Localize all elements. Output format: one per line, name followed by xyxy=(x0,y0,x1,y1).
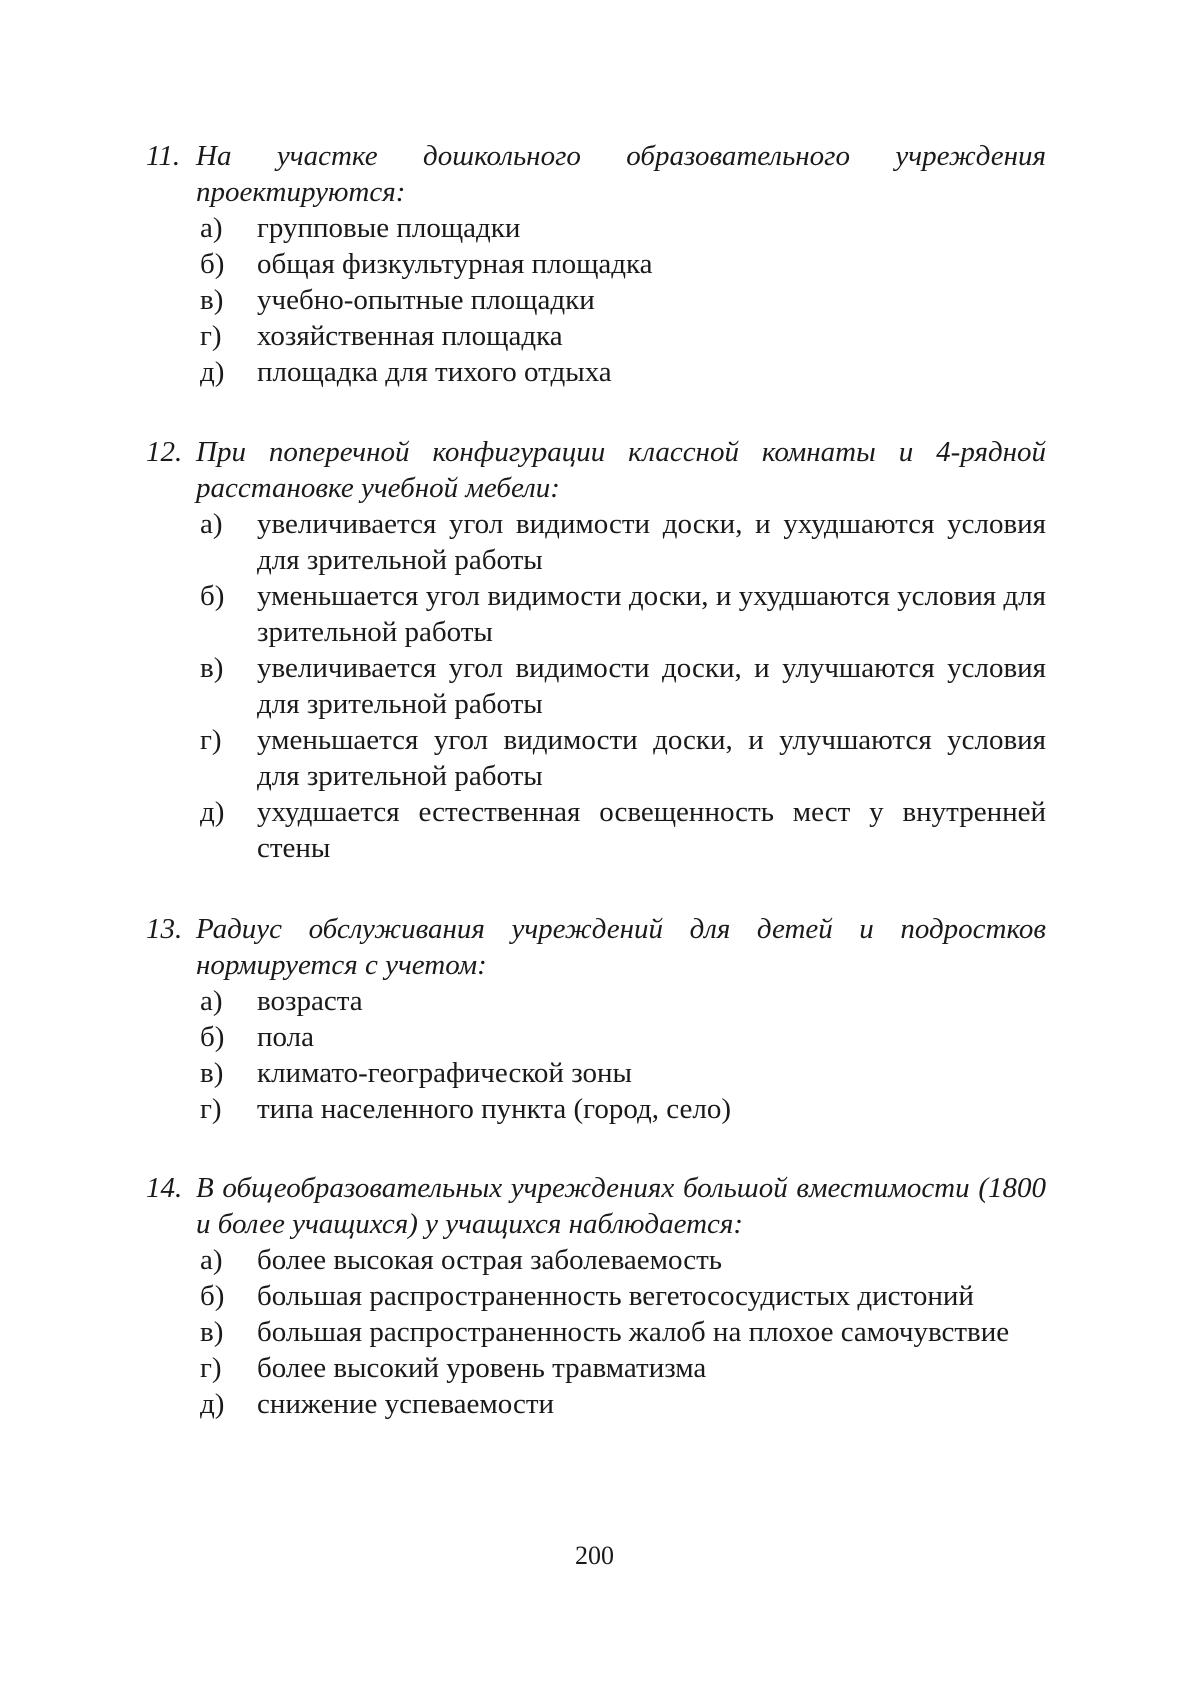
option-text: большая распространенность жалоб на плохое самочувствие xyxy=(257,1316,1010,1348)
question-text: При поперечной конфигурации классной комнаты и 4-рядной расстановке учебной мебели: xyxy=(196,436,1046,504)
question-12 xyxy=(146,434,1046,866)
answer-option xyxy=(146,794,1046,866)
option-text: уменьшается угол видимости доски, и улучшаются условия для зрительной работы xyxy=(257,724,1046,792)
question-heading xyxy=(146,1170,1046,1242)
option-letter: г) xyxy=(200,1093,222,1125)
answer-option xyxy=(146,1055,1046,1091)
question-number: 14. xyxy=(146,1172,183,1204)
answer-options xyxy=(146,983,1046,1127)
answer-option xyxy=(146,246,1046,282)
option-letter: б) xyxy=(200,580,225,612)
question-heading xyxy=(146,434,1046,506)
option-text: площадка для тихого отдыха xyxy=(257,356,612,388)
option-text: возраста xyxy=(257,985,363,1017)
option-text: более высокая острая заболеваемость xyxy=(257,1244,723,1276)
answer-option xyxy=(146,1278,1046,1314)
option-letter: в) xyxy=(200,1057,224,1089)
option-letter: б) xyxy=(200,1021,225,1053)
option-text: увеличивается угол видимости доски, и улучшаются условия для зрительной работы xyxy=(257,652,1046,720)
option-text: снижение успеваемости xyxy=(257,1388,555,1420)
option-text: ухудшается естественная освещенность мест у внутренней стены xyxy=(257,796,1046,864)
option-letter: д) xyxy=(200,1388,225,1420)
option-letter: б) xyxy=(200,1280,225,1312)
option-letter: а) xyxy=(200,1244,223,1276)
question-text: В общеобразовательных учреждениях большой вместимости (1800 и более учащихся) у учащихся наблюдается: xyxy=(196,1172,1046,1240)
option-letter: а) xyxy=(200,212,223,244)
answer-option xyxy=(146,650,1046,722)
option-text: учебно-опытные площадки xyxy=(257,284,595,316)
question-13 xyxy=(146,911,1046,1127)
option-text: типа населенного пункта (город, село) xyxy=(257,1093,731,1125)
answer-option xyxy=(146,983,1046,1019)
question-number: 12. xyxy=(146,436,183,468)
question-number: 13. xyxy=(146,913,183,945)
option-text: общая физкультурная площадка xyxy=(257,248,653,280)
option-text: увеличивается угол видимости доски, и ухудшаются условия для зрительной работы xyxy=(257,508,1046,576)
option-letter: в) xyxy=(200,652,224,684)
answer-option xyxy=(146,1019,1046,1055)
answer-option xyxy=(146,1091,1046,1127)
answer-option xyxy=(146,210,1046,246)
answer-option xyxy=(146,1242,1046,1278)
option-letter: д) xyxy=(200,796,225,828)
answer-option xyxy=(146,722,1046,794)
option-text: климато-географической зоны xyxy=(257,1057,632,1089)
option-letter: г) xyxy=(200,1352,222,1384)
page-number: 200 xyxy=(575,1541,614,1570)
option-letter: г) xyxy=(200,724,222,756)
option-text: пола xyxy=(257,1021,314,1053)
question-14 xyxy=(146,1170,1046,1422)
question-text: Радиус обслуживания учреждений для детей и подростков нормируется с учетом: xyxy=(196,913,1046,981)
option-text: уменьшается угол видимости доски, и ухудшаются условия для зрительной работы xyxy=(257,580,1046,648)
answer-option xyxy=(146,506,1046,578)
option-text: более высокий уровень травматизма xyxy=(257,1352,707,1384)
answer-option xyxy=(146,1386,1046,1422)
option-letter: в) xyxy=(200,284,224,316)
option-letter: б) xyxy=(200,248,225,280)
answer-options xyxy=(146,1242,1046,1422)
question-heading xyxy=(146,138,1046,210)
option-text: групповые площадки xyxy=(257,212,521,244)
option-letter: г) xyxy=(200,320,222,352)
answer-option xyxy=(146,354,1046,390)
question-11 xyxy=(146,138,1046,390)
answer-options xyxy=(146,210,1046,390)
answer-option xyxy=(146,578,1046,650)
option-text: хозяйственная площадка xyxy=(257,320,563,352)
question-heading xyxy=(146,911,1046,983)
option-letter: а) xyxy=(200,985,223,1017)
question-text: На участке дошкольного образовательного учреждения проектируются: xyxy=(196,140,1046,208)
option-text: большая распространенность вегетососудистых дистоний xyxy=(257,1280,974,1312)
option-letter: а) xyxy=(200,508,223,540)
answer-option xyxy=(146,1350,1046,1386)
question-number: 11. xyxy=(146,140,181,172)
answer-option xyxy=(146,1314,1046,1350)
option-letter: д) xyxy=(200,356,225,388)
answer-options xyxy=(146,506,1046,866)
option-letter: в) xyxy=(200,1316,224,1348)
answer-option xyxy=(146,282,1046,318)
answer-option xyxy=(146,318,1046,354)
